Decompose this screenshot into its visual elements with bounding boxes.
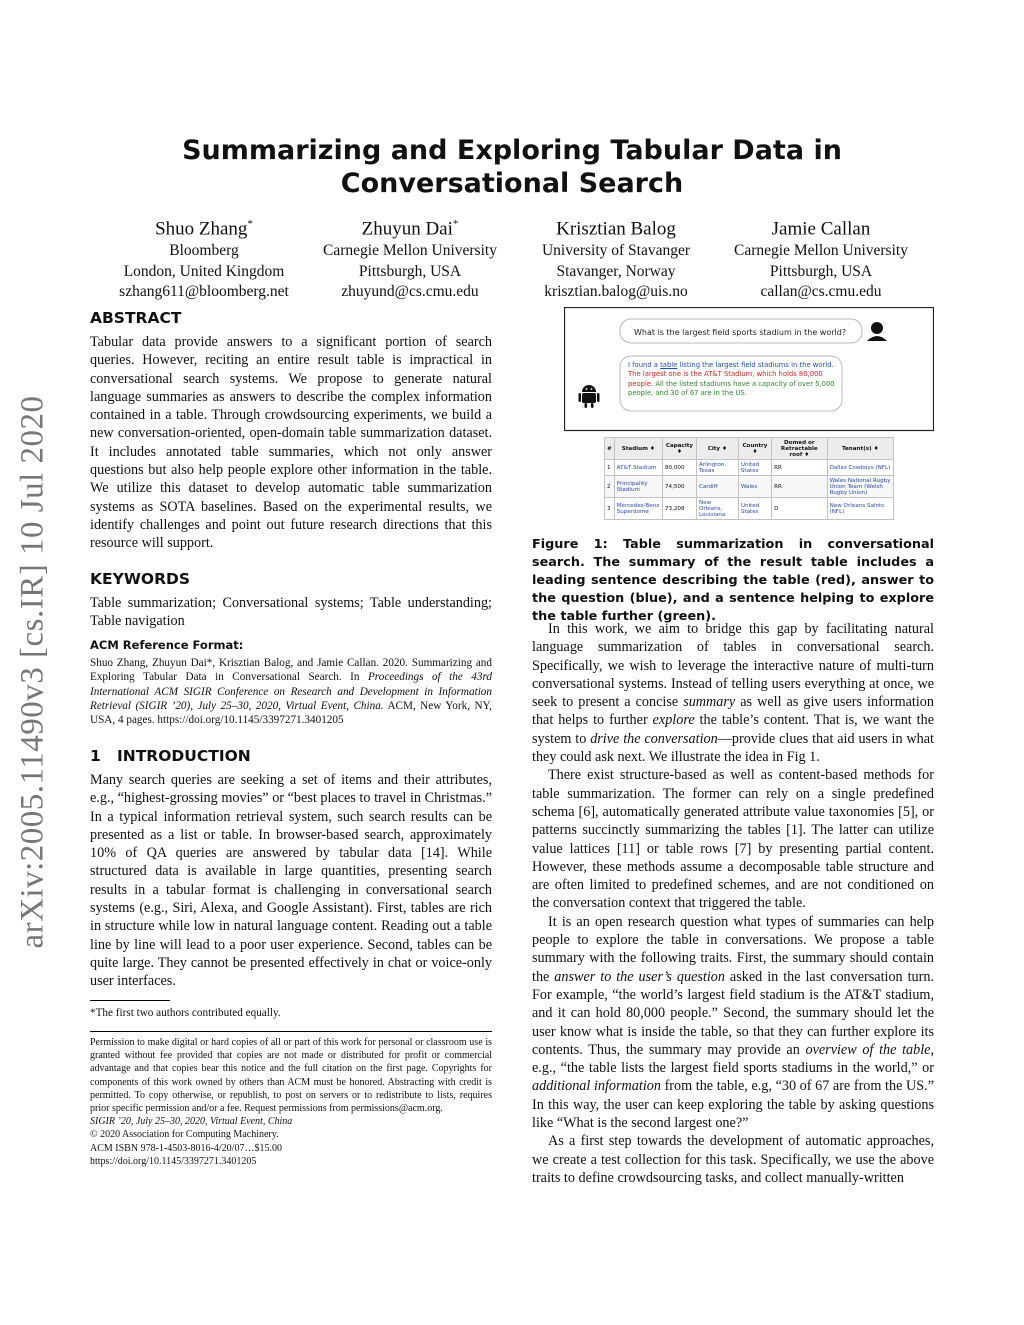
paper-title: Summarizing and Exploring Tabular Data in Conversational Search [182,135,842,199]
acm-reference: Shuo Zhang, Zhuyun Dai*, Krisztian Balog, and Jamie Callan. 2020. Summarizing and Exploring Tabular Data in Conversational Search. In Proceedings of the 43rd International ACM SIGIR Conference on Research and Development in Information Retrieval (SIGIR ’20), July 25–30, 2020, Virtual Event, China. ACM, New York, NY, USA, 4 pages. https://doi.org/10.1145/3397271.3401205 [90,657,492,727]
author-name: Krisztian Balog [556,218,676,240]
table-cell[interactable]: AT&T Stadium [614,460,662,476]
table-cell[interactable]: Wales National Rugby Union Team (Welsh Rugby Union) [827,476,893,498]
author-block-2 [295,212,525,303]
paragraph-4: As a first step towards the development of automatic approaches, we create a test collection for this task. Specifically, we use the above traits to define crowdsourcing tasks, and collect manually-written [532,1133,934,1186]
figure-1-caption: Figure 1: Table summarization in conversational search. The summary of the result table includes a leading sentence describing the table (red), answer to the question (blue), and a sentence helping to explore the table further (green). [532,537,934,624]
abstract-heading: ABSTRACT [90,309,182,327]
author-email[interactable]: krisztian.balog@uis.no [544,283,688,301]
table-cell: 74,500 [662,476,696,498]
table-row [605,498,894,520]
paragraph-3: It is an open research question what types of summaries can help people to explore the table in conversations. We propose a table summary with the following traits. First, the summary should contain the answer to the user’s question asked in the last conversation turn. For example, “the world’s largest field stadium is the AT&T stadium, and it can hold 80,000 people.” Second, the summary should let the user know what is inside the table, so that they can further explore its contents. Thus, the summary may provide an overview of the table, e.g., “the table lists the largest field sports stadiums in the world,” or additional information from the table, e.g, “30 of 67 are from the US.” In this way, the user can keep exploring the table by asking questions like “What is the second largest one?” [532,913,935,1132]
author-email[interactable]: zhuyund@cs.cmu.edu [341,283,479,301]
author-block-3 [501,212,731,303]
figure-1 [564,307,934,527]
table-header[interactable]: Country ♦ [738,438,771,460]
table-row [605,476,894,498]
table-cell: 1 [605,460,615,476]
table-header[interactable]: Tenant(s) ♦ [827,438,893,460]
table-cell: 80,000 [662,460,696,476]
table-cell[interactable]: Arlington, Texas [696,460,738,476]
paragraph-1: In this work, we aim to bridge this gap by facilitating natural language summarization of tables in conversational search. Specifically, we wish to leverage the interactive nature of multi-turn conversational systems. Instead of telling users everything at once, we seek to present a concise summary as well as give users information that helps to further explore the table’s content. That is, we want the system to drive the conversation—provide clues that aid users in what they could ask next. We illustrate the idea in Fig 1. [532,621,934,766]
author-name: Zhuyun Dai* [361,218,459,240]
author-affiliation: Carnegie Mellon University [323,242,497,260]
author-location: Pittsburgh, USA [358,262,462,280]
arxiv-identifier-text: arXiv:2005.11490v3 [cs.IR] 10 Jul 2020 [14,395,51,949]
author-email[interactable]: szhang611@bloomberg.net [119,283,289,301]
figure-1-graphic [564,307,934,527]
answer-table-link[interactable]: table [660,361,678,369]
table-cell: 73,208 [662,498,696,520]
table-header[interactable]: City ♦ [696,438,738,460]
intro-paragraph: Many search queries are seeking a set of items and their attributes, e.g., “highest-grossing movies” or “best places to travel in Christmas.” In a typical information retrieval system, such search results can be presented as a list or table. In browser-based search, approximately 10% of QA queries are answered by tabular data [14]. While structured data is available in large quantities, presenting search results in a tabular format is challenging in conversational search systems (e.g., Siri, Alexa, and Google Assistant). First, tables are rich in structure while low in natural language content. Reading out a table line by line will lead to a poor user experience. Second, tables can be quite large. They cannot be presented effectively in chat or voice-only user interfaces. [90,772,492,990]
arxiv-identifier [10,372,56,972]
footnote: *The first two authors contributed equally. [90,1007,281,1019]
table-cell[interactable]: Dallas Cowboys (NFL) [827,460,893,476]
table-cell[interactable]: New Orleans, Louisiana [696,498,738,520]
abstract-text: Tabular data provide answers to a significant portion of search queries. However, reciting an entire result table is impractical in conversational search systems. We propose to generate natural language summaries as answers to describe the complex information contained in a table. Through crowdsourcing experiments, we build a new conversation-oriented, open-domain table summarization dataset. It includes annotated table summaries, which not only answer questions but also help people explore other information in the table. We utilize this dataset to develop automatic table summarization systems as SOTA baselines. Based on the experimental results, we identify challenges and point out future research directions that this resource will support. [90,334,492,552]
acm-reference-heading: ACM Reference Format: [90,638,244,652]
author-email[interactable]: callan@cs.cmu.edu [760,283,882,301]
author-block-1 [89,212,319,303]
permission-rule [90,1031,492,1032]
author-block-4 [706,212,936,303]
table-header[interactable]: Domed or Retractable roof ♦ [772,438,827,460]
table-cell: D [772,498,827,520]
author-affiliation: Carnegie Mellon University [734,242,908,260]
keywords-text: Table summarization; Conversational systems; Table understanding; Table navigation [90,595,492,630]
table-header[interactable]: Stadium ♦ [614,438,662,460]
table-header[interactable]: Capacity ♦ [662,438,696,460]
question-text: What is the largest field sports stadium in the world? [634,328,847,337]
result-table [604,437,894,520]
answer-text: I found a table listing the largest field stadiums in the world. The largest one is the AT&T Stadium, which holds 80,000 people. All the listed stadiums have a capacity of over 5,000 people, and 30 of 67 are in the US. [628,361,835,397]
paragraph-2: There exist structure-based as well as content-based methods for table summarization. The former can rely on a single predefined schema [6], automatically generated attribute value taxonomies [5], or patterns succinctly summarizing the tables [1]. The latter can utilize value lattices [11] or table rows [7] by presenting partial content. However, these methods assume a decomposable table structure and are often limited to predefined schemes, and are not conditioned on the conversation context that triggered the table. [532,767,934,912]
right-column-text [532,620,934,1187]
table-cell[interactable]: Mercedes-Benz Superdome [614,498,662,520]
table-row [605,460,894,476]
table-cell: 2 [605,476,615,498]
table-cell: 3 [605,498,615,520]
footnote-rule [90,1000,170,1001]
table-cell[interactable]: Cardiff [696,476,738,498]
table-cell: RR [772,460,827,476]
author-location: London, United Kingdom [123,262,285,280]
table-cell[interactable]: United States [738,498,771,520]
table-cell: RR [772,476,827,498]
author-name: Jamie Callan [771,218,871,240]
table-cell[interactable]: United States [738,460,771,476]
intro-heading: 1 INTRODUCTION [90,747,251,765]
author-location: Pittsburgh, USA [769,262,873,280]
table-cell[interactable]: Principality Stadium [614,476,662,498]
table-cell[interactable]: Wales [738,476,771,498]
table-header[interactable]: # [605,438,615,460]
author-affiliation: Bloomberg [169,242,239,260]
author-affiliation: University of Stavanger [541,242,691,260]
permission-block: Permission to make digital or hard copies of all or part of this work for personal or classroom use is granted without fee provided that copies are not made or distributed for profit or commercial advantage and that copies bear this notice and the full citation on the first page. Copyrights for components of this work owned by others than ACM must be honored. Abstracting with credit is permitted. To copy otherwise, or republish, to post on servers or to redistribute to lists, requires prior specific permission and/or a fee. Request permissions from permissions@acm.org. SIGIR ’20, July 25–30, 2020, Virtual Event, China © 2020 Association for Computing Machinery. ACM ISBN 978-1-4503-8016-4/20/07…$15.00 https://doi.org/10.1145/3397271.3401205 [90,1037,492,1167]
table-cell[interactable]: New Orleans Saints (NFL) [827,498,893,520]
keywords-heading: KEYWORDS [90,570,191,588]
author-name: Shuo Zhang* [155,218,253,240]
author-location: Stavanger, Norway [556,262,676,280]
